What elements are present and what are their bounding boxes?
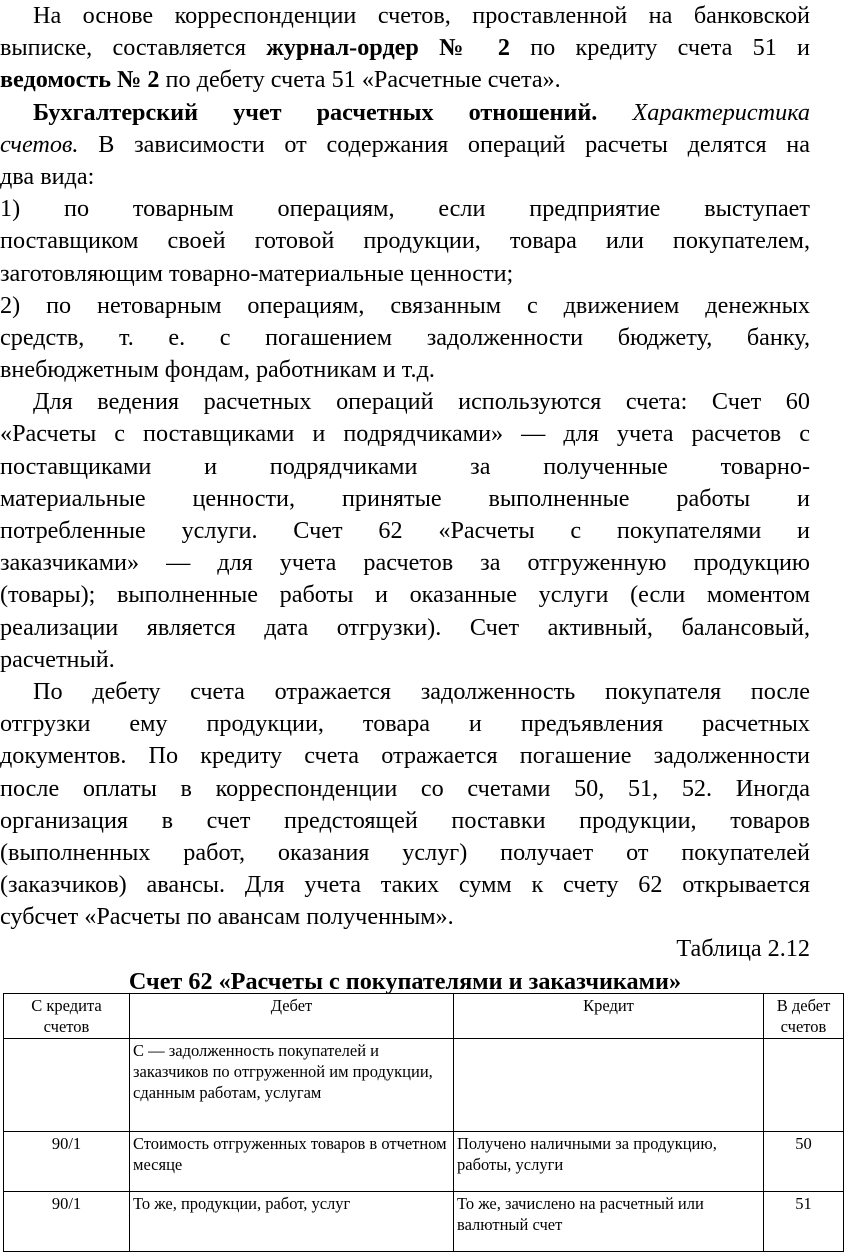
text-line: потребленные услуги. Счет 62 «Расчеты с покупателями и (0, 517, 810, 544)
text-line: заказчиками» — для учета расчетов за отгруженную продукцию (0, 549, 810, 577)
text-line: ведомость № 2 по дебету счета 51 «Расчетные счета». (0, 66, 561, 94)
text-line: На основе корреспонденции счетов, проставленной на банковской (33, 2, 810, 29)
table-cell (4, 1039, 130, 1132)
text-line: «Расчеты с поставщиками и подрядчиками» — для учета расчетов с (0, 420, 810, 448)
text-line: выписке, составляется журнал-ордер № 2 по кредиту счета 51 и (0, 34, 810, 62)
text-line: два вида: (0, 162, 95, 190)
header-credit-accounts: С кредита счетов (4, 994, 130, 1039)
text-line: (товары); выполненные работы и оказанные услуги (если моментом (0, 581, 810, 609)
table-cell (454, 1039, 764, 1132)
text-line: средств, т. е. с погашением задолженности бюджету, банку, (0, 323, 810, 351)
table-cell: 51 (764, 1192, 844, 1252)
text-line: отгрузки ему продукции, товара и предъявления расчетных (0, 710, 810, 738)
account-table (3, 993, 843, 1252)
text-line: Бухгалтерский учет расчетных отношений. Характеристика (33, 98, 810, 126)
header-credit: Кредит (454, 994, 764, 1039)
table-cell: 90/1 (4, 1192, 130, 1252)
text-line: заготовляющим товарно-материальные ценности; (0, 259, 514, 287)
text-line: По дебету счета отражается задолженность покупателя после (33, 677, 810, 705)
text-line: счетов. В зависимости от содержания операций расчеты делятся на (0, 130, 810, 158)
text-line: после оплаты в корреспонденции со счетами 50, 51, 52. Иногда (0, 774, 810, 802)
text-line: субсчет «Расчеты по авансам полученным». (0, 903, 454, 931)
table-row (4, 1192, 844, 1252)
table-row (4, 1132, 844, 1192)
table-cell: То же, зачислено на расчетный или валютный счет (454, 1192, 764, 1252)
text-line: 2) по нетоварным операциям, связанным с движением денежных (0, 291, 810, 319)
text-line: реализации является дата отгрузки). Счет активный, балансовый, (0, 613, 810, 641)
table-number: Таблица 2.12 (676, 935, 810, 963)
header-debit: Дебет (130, 994, 454, 1039)
text-line: организация в счет предстоящей поставки продукции, товаров (0, 806, 810, 834)
text-line: поставщиком своей готовой продукции, товара или покупателем, (0, 227, 810, 255)
text-line: 1) по товарным операциям, если предприятие выступает (0, 195, 810, 223)
table-cell (764, 1039, 844, 1132)
table-cell: 90/1 (4, 1132, 130, 1192)
table-cell: 50 (764, 1132, 844, 1192)
text-line: (выполненных работ, оказания услуг) получает от покупателей (0, 838, 810, 866)
table-title: Счет 62 «Расчеты с покупателями и заказчиками» (128, 967, 682, 995)
text-line: внебюджетным фондам, работникам и т.д. (0, 356, 435, 384)
text-line: Для ведения расчетных операций используются счета: Счет 60 (33, 388, 810, 416)
table-cell: То же, продукции, работ, услуг (130, 1192, 454, 1252)
text-line: расчетный. (0, 645, 115, 673)
text-line: документов. По кредиту счета отражается погашение задолженности (0, 742, 810, 770)
text-line: (заказчиков) авансы. Для учета таких сумм к счету 62 открывается (0, 871, 810, 899)
text-line: материальные ценности, принятые выполненные работы и (0, 484, 810, 512)
table-cell: Стоимость отгруженных товаров в отчетном месяце (130, 1132, 454, 1192)
header-debit-accounts: В дебет счетов (764, 994, 844, 1039)
table-row (4, 1039, 844, 1132)
text-line: поставщиками и подрядчиками за полученные товарно- (0, 452, 810, 480)
table-cell: Получено наличными за продукцию, работы, услуги (454, 1132, 764, 1192)
table-header-row (4, 994, 844, 1039)
table-cell: С — задолженность покупателей и заказчиков по отгруженной им продукции, сданным работам, услугам (130, 1039, 454, 1132)
